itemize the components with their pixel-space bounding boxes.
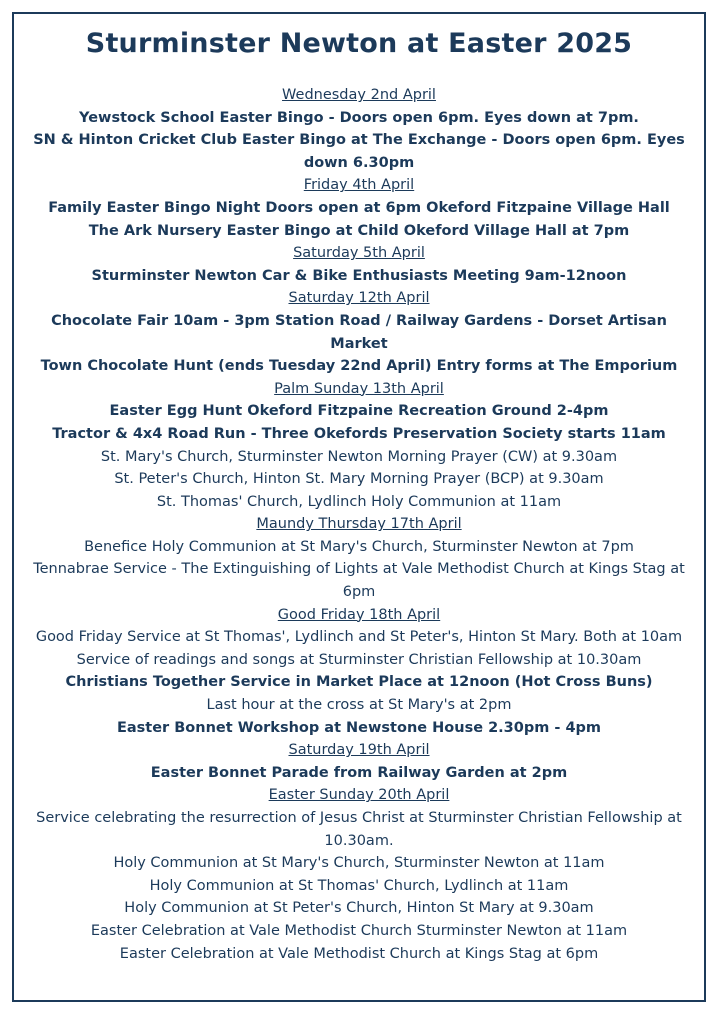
- day-heading: Saturday 5th April: [293, 245, 425, 262]
- event-item: Easter Celebration at Vale Methodist Church at Kings Stag at 6pm: [119, 945, 599, 962]
- day-heading: Good Friday 18th April: [277, 606, 441, 623]
- day-heading: Friday 4th April: [303, 177, 415, 194]
- event-item: Family Easter Bingo Night Doors open at 6pm Okeford Fitzpaine Village Hall: [48, 199, 670, 216]
- event-item: Holy Communion at St Peter's Church, Hinton St Mary at 9.30am: [124, 900, 594, 917]
- day-heading: Saturday 19th April: [288, 742, 430, 759]
- event-item: Easter Bonnet Parade from Railway Garden at 2pm: [150, 764, 568, 781]
- event-item: Benefice Holy Communion at St Mary's Church, Sturminster Newton at 7pm: [84, 538, 634, 555]
- event-item: Yewstock School Easter Bingo - Doors open 6pm. Eyes down at 7pm.: [79, 109, 639, 126]
- event-item: The Ark Nursery Easter Bingo at Child Okeford Village Hall at 7pm: [88, 222, 630, 239]
- event-item: Tractor & 4x4 Road Run - Three Okefords Preservation Society starts 11am: [52, 425, 666, 442]
- day-heading: Saturday 12th April: [288, 290, 430, 307]
- event-item: St. Peter's Church, Hinton St. Mary Morning Prayer (BCP) at 9.30am: [114, 471, 604, 488]
- event-item: Service celebrating the resurrection of Jesus Christ at Sturminster Christian Fellowship at 10.30am.: [36, 810, 682, 849]
- event-item: Easter Celebration at Vale Methodist Church Sturminster Newton at 11am: [90, 922, 628, 939]
- event-item: Easter Egg Hunt Okeford Fitzpaine Recreation Ground 2-4pm: [109, 403, 609, 420]
- event-list: [14, 84, 704, 965]
- event-item: Christians Together Service in Market Place at 12noon (Hot Cross Buns): [65, 674, 653, 691]
- day-heading: Easter Sunday 20th April: [268, 787, 450, 804]
- event-item: Sturminster Newton Car & Bike Enthusiasts Meeting 9am-12noon: [91, 267, 627, 284]
- day-heading: Wednesday 2nd April: [282, 87, 436, 103]
- poster-border: [12, 12, 706, 1002]
- event-item: SN & Hinton Cricket Club Easter Bingo at The Exchange - Doors open 6pm. Eyes down 6.30pm: [33, 132, 685, 171]
- event-item: Town Chocolate Hunt (ends Tuesday 22nd April) Entry forms at The Emporium: [40, 358, 678, 375]
- event-item: Holy Communion at St Mary's Church, Sturminster Newton at 11am: [113, 855, 605, 872]
- event-item: Service of readings and songs at Sturminster Christian Fellowship at 10.30am: [76, 651, 642, 668]
- event-item: Last hour at the cross at St Mary's at 2pm: [206, 697, 512, 714]
- event-item: St. Mary's Church, Sturminster Newton Morning Prayer (CW) at 9.30am: [100, 448, 618, 465]
- event-item: Tennabrae Service - The Extinguishing of Lights at Vale Methodist Church at Kings Stag at 6pm: [33, 561, 685, 601]
- event-item: St. Thomas' Church, Lydlinch Holy Communion at 11am: [156, 493, 562, 510]
- day-heading: Palm Sunday 13th April: [274, 380, 444, 397]
- event-item: Holy Communion at St Thomas' Church, Lydlinch at 11am: [149, 877, 569, 894]
- poster-title: Sturminster Newton at Easter 2025: [85, 28, 633, 59]
- event-item: Chocolate Fair 10am - 3pm Station Road / Railway Gardens - Dorset Artisan Market: [51, 312, 667, 352]
- day-heading: Maundy Thursday 17th April: [256, 516, 462, 533]
- event-item: Easter Bonnet Workshop at Newstone House 2.30pm - 4pm: [116, 719, 602, 736]
- event-item: Good Friday Service at St Thomas', Lydlinch and St Peter's, Hinton St Mary. Both at 10am: [35, 629, 683, 646]
